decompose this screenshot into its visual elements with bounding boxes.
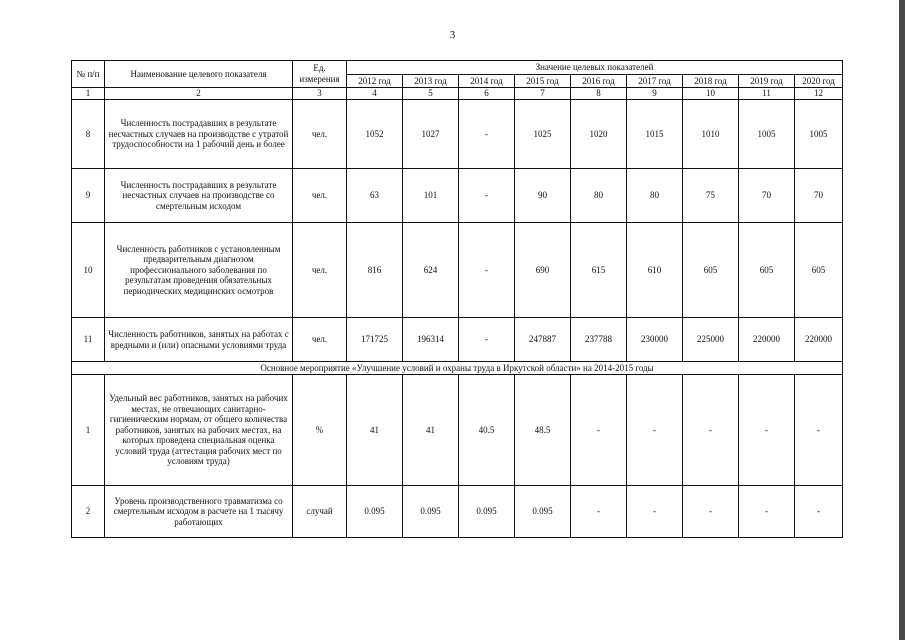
column-number: 8 bbox=[571, 88, 627, 100]
value-cell: 0.095 bbox=[347, 486, 403, 538]
unit-cell: чел. bbox=[293, 223, 347, 318]
value-cell: 196314 bbox=[403, 318, 459, 362]
column-number: 11 bbox=[739, 88, 795, 100]
column-numbers-row bbox=[72, 88, 843, 100]
value-cell: - bbox=[683, 486, 739, 538]
value-cell: 1020 bbox=[571, 100, 627, 169]
value-cell: 225000 bbox=[683, 318, 739, 362]
header-year: 2013 год bbox=[403, 75, 459, 88]
column-number: 2 bbox=[105, 88, 293, 100]
value-cell: 90 bbox=[515, 169, 571, 223]
value-cell: 1027 bbox=[403, 100, 459, 169]
indicator-name: Численность пострадавших в результате несчастных случаев на производстве со смертельным исходом bbox=[105, 169, 293, 223]
value-cell: 1005 bbox=[795, 100, 843, 169]
column-number: 7 bbox=[515, 88, 571, 100]
unit-cell: чел. bbox=[293, 100, 347, 169]
unit-cell: % bbox=[293, 375, 347, 486]
header-year: 2017 год bbox=[627, 75, 683, 88]
value-cell: - bbox=[459, 169, 515, 223]
rows-before-section bbox=[72, 100, 843, 362]
section-title: Основное мероприятие «Улучшение условий и охраны труда в Иркутской области» на 2014-2015 годы bbox=[72, 362, 843, 375]
value-cell: 220000 bbox=[739, 318, 795, 362]
header-year: 2014 год bbox=[459, 75, 515, 88]
indicator-name: Численность работников с установленным предварительным диагнозом профессионального заболевания по результатам проведения обязательных периодических медицинских осмотров bbox=[105, 223, 293, 318]
value-cell: - bbox=[683, 375, 739, 486]
page-number: 3 bbox=[449, 29, 456, 41]
value-cell: 0.095 bbox=[515, 486, 571, 538]
value-cell: 605 bbox=[739, 223, 795, 318]
header-year: 2015 год bbox=[515, 75, 571, 88]
column-number: 5 bbox=[403, 88, 459, 100]
row-number: 10 bbox=[72, 223, 105, 318]
value-cell: - bbox=[571, 486, 627, 538]
value-cell: 80 bbox=[571, 169, 627, 223]
row-number: 2 bbox=[72, 486, 105, 538]
unit-cell: случай bbox=[293, 486, 347, 538]
value-cell: 237788 bbox=[571, 318, 627, 362]
row-number: 9 bbox=[72, 169, 105, 223]
table-row bbox=[72, 100, 843, 169]
value-cell: 610 bbox=[627, 223, 683, 318]
value-cell: 101 bbox=[403, 169, 459, 223]
value-cell: 230000 bbox=[627, 318, 683, 362]
value-cell: - bbox=[795, 486, 843, 538]
value-cell: - bbox=[459, 223, 515, 318]
value-cell: 1052 bbox=[347, 100, 403, 169]
table-row bbox=[72, 318, 843, 362]
column-number: 3 bbox=[293, 88, 347, 100]
value-cell: 41 bbox=[403, 375, 459, 486]
column-number: 4 bbox=[347, 88, 403, 100]
header-values-group: Значение целевых показателей bbox=[347, 61, 843, 75]
value-cell: 80 bbox=[627, 169, 683, 223]
unit-cell: чел. bbox=[293, 169, 347, 223]
indicator-name: Уровень производственного травматизма со смертельным исходом в расчете на 1 тысячу работающих bbox=[105, 486, 293, 538]
value-cell: 624 bbox=[403, 223, 459, 318]
value-cell: 220000 bbox=[795, 318, 843, 362]
header-year: 2018 год bbox=[683, 75, 739, 88]
header-year: 2019 год bbox=[739, 75, 795, 88]
value-cell: - bbox=[627, 375, 683, 486]
value-cell: - bbox=[739, 375, 795, 486]
value-cell: - bbox=[459, 318, 515, 362]
value-cell: 1025 bbox=[515, 100, 571, 169]
value-cell: 63 bbox=[347, 169, 403, 223]
value-cell: 690 bbox=[515, 223, 571, 318]
unit-cell: чел. bbox=[293, 318, 347, 362]
indicator-name: Удельный вес работников, занятых на рабочих местах, не отвечающих санитарно-гигиеническим нормам, от общего количества работников, занятых на рабочих местах, на которых проведена специальная оценка условий труда (аттестация рабочих мест по условиям труда) bbox=[105, 375, 293, 486]
value-cell: 605 bbox=[795, 223, 843, 318]
column-number: 1 bbox=[72, 88, 105, 100]
row-number: 11 bbox=[72, 318, 105, 362]
value-cell: - bbox=[571, 375, 627, 486]
column-number: 12 bbox=[795, 88, 843, 100]
header-unit: Ед. измерения bbox=[293, 61, 347, 88]
value-cell: - bbox=[459, 100, 515, 169]
value-cell: 48.5 bbox=[515, 375, 571, 486]
rows-after-section bbox=[72, 375, 843, 538]
value-cell: 0.095 bbox=[403, 486, 459, 538]
value-cell: 605 bbox=[683, 223, 739, 318]
value-cell: 70 bbox=[739, 169, 795, 223]
value-cell: 615 bbox=[571, 223, 627, 318]
value-cell: 1010 bbox=[683, 100, 739, 169]
table-row bbox=[72, 375, 843, 486]
value-cell: 40.5 bbox=[459, 375, 515, 486]
column-number: 9 bbox=[627, 88, 683, 100]
value-cell: 70 bbox=[795, 169, 843, 223]
target-indicators-table bbox=[71, 60, 843, 538]
header-year: 2016 год bbox=[571, 75, 627, 88]
section-row bbox=[72, 362, 843, 375]
value-cell: 0.095 bbox=[459, 486, 515, 538]
value-cell: 75 bbox=[683, 169, 739, 223]
table-row bbox=[72, 169, 843, 223]
indicator-name: Численность работников, занятых на работах с вредными и (или) опасными условиями труда bbox=[105, 318, 293, 362]
value-cell: 1005 bbox=[739, 100, 795, 169]
header-num: № п/п bbox=[72, 61, 105, 88]
value-cell: 41 bbox=[347, 375, 403, 486]
value-cell: 247887 bbox=[515, 318, 571, 362]
indicator-name: Численность пострадавших в результате несчастных случаев на производстве с утратой трудоспособности на 1 рабочий день и более bbox=[105, 100, 293, 169]
value-cell: - bbox=[627, 486, 683, 538]
value-cell: 1015 bbox=[627, 100, 683, 169]
value-cell: 171725 bbox=[347, 318, 403, 362]
header-indicator-name: Наименование целевого показателя bbox=[105, 61, 293, 88]
header-year: 2020 год bbox=[795, 75, 843, 88]
value-cell: 816 bbox=[347, 223, 403, 318]
row-number: 8 bbox=[72, 100, 105, 169]
header-year: 2012 год bbox=[347, 75, 403, 88]
column-number: 6 bbox=[459, 88, 515, 100]
row-number: 1 bbox=[72, 375, 105, 486]
value-cell: - bbox=[739, 486, 795, 538]
column-number: 10 bbox=[683, 88, 739, 100]
table-row bbox=[72, 223, 843, 318]
value-cell: - bbox=[795, 375, 843, 486]
table-row bbox=[72, 486, 843, 538]
scan-edge bbox=[899, 0, 905, 640]
